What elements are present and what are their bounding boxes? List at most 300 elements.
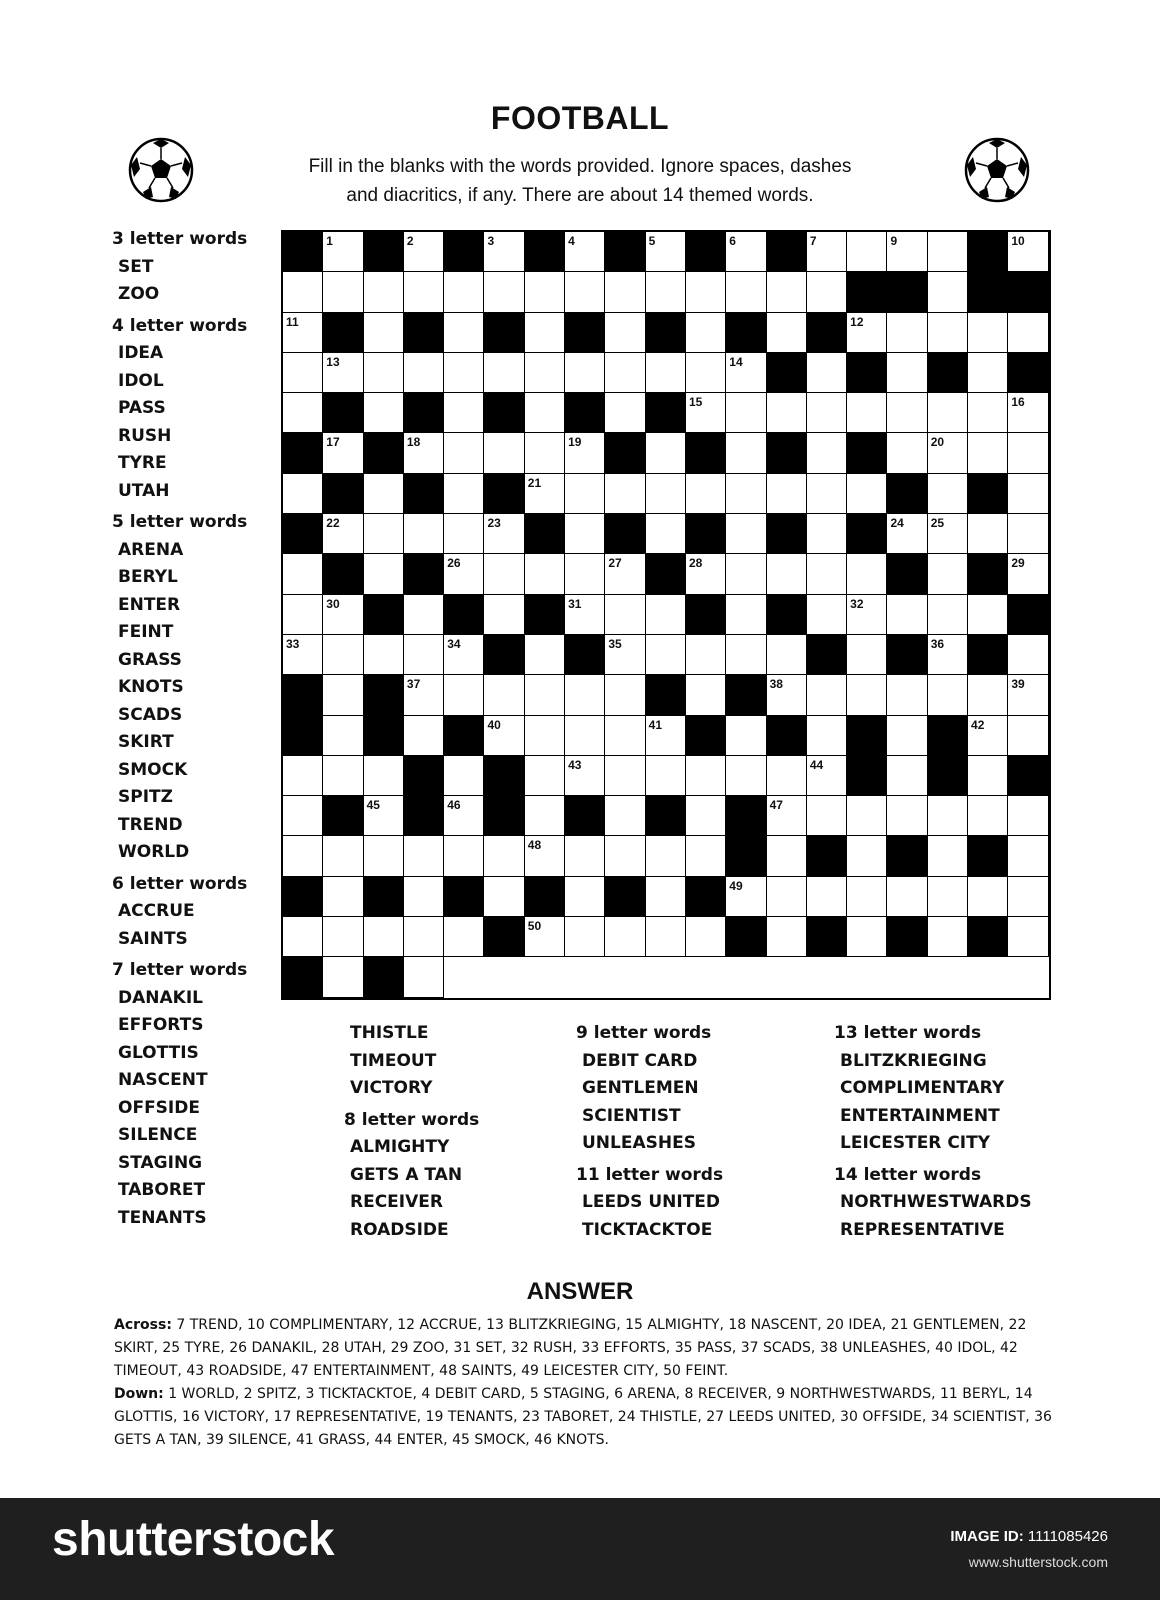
grid-cell[interactable] [726, 716, 766, 756]
word-list-column [344, 1020, 480, 1244]
clue-number: 21 [527, 475, 542, 490]
grid-cell[interactable] [1008, 313, 1048, 353]
grid-cell[interactable] [646, 514, 686, 554]
grid-cell[interactable] [807, 595, 847, 635]
grid-cell[interactable] [807, 272, 847, 312]
grid-cell[interactable] [887, 716, 927, 756]
grid-cell[interactable] [887, 393, 927, 433]
grid-cell[interactable] [686, 836, 726, 876]
grid-cell[interactable] [283, 313, 323, 353]
grid-cell[interactable] [404, 433, 444, 473]
grid-cell[interactable] [364, 917, 404, 957]
grid-cell[interactable] [767, 675, 807, 715]
word-item: SCIENTIST [582, 1105, 681, 1126]
grid-cell[interactable] [565, 272, 605, 312]
grid-cell[interactable] [364, 756, 404, 796]
grid-cell[interactable] [887, 433, 927, 473]
grid-cell[interactable] [525, 554, 565, 594]
grid-cell[interactable] [646, 433, 686, 473]
grid-cell[interactable] [807, 232, 847, 272]
clue-number: 47 [769, 798, 783, 813]
grid-cell[interactable] [364, 635, 404, 675]
grid-cell[interactable] [726, 756, 766, 796]
grid-cell[interactable] [968, 313, 1008, 353]
grid-cell[interactable] [1008, 393, 1048, 433]
black-cell [887, 272, 927, 312]
instructions-line: Fill in the blanks with the words provided. Ignore spaces, dashes [308, 156, 852, 177]
grid-cell[interactable] [686, 474, 726, 514]
grid-cell[interactable] [444, 675, 484, 715]
grid-cell[interactable] [807, 877, 847, 917]
grid-cell[interactable] [444, 836, 484, 876]
word-item: IDEA [118, 343, 164, 363]
grid-cell[interactable] [525, 474, 565, 514]
grid-cell[interactable] [847, 917, 887, 957]
grid-cell[interactable] [404, 836, 444, 876]
grid-cell[interactable] [404, 595, 444, 635]
grid-cell[interactable] [646, 836, 686, 876]
clue-number: 27 [608, 556, 622, 571]
word-item: GETS A TAN [350, 1164, 463, 1185]
grid-cell[interactable] [525, 716, 565, 756]
grid-cell[interactable] [1008, 635, 1048, 675]
grid-cell[interactable] [444, 514, 484, 554]
grid-cell[interactable] [484, 716, 524, 756]
grid-cell[interactable] [323, 514, 363, 554]
grid-cell[interactable] [364, 272, 404, 312]
black-cell [968, 635, 1008, 675]
grid-cell[interactable] [887, 232, 927, 272]
grid-cell[interactable] [444, 433, 484, 473]
grid-cell[interactable] [605, 675, 645, 715]
black-cell [928, 756, 968, 796]
grid-cell[interactable] [646, 716, 686, 756]
grid-cell[interactable] [847, 635, 887, 675]
grid-cell[interactable] [686, 635, 726, 675]
grid-cell[interactable] [928, 635, 968, 675]
grid-cell[interactable] [726, 272, 766, 312]
image-id-value: 1111085426 [1027, 1528, 1108, 1545]
grid-cell[interactable] [364, 836, 404, 876]
grid-cell[interactable] [686, 796, 726, 836]
grid-cell[interactable] [565, 716, 605, 756]
grid-cell[interactable] [686, 272, 726, 312]
grid-cell[interactable] [887, 877, 927, 917]
grid-cell[interactable] [1008, 514, 1048, 554]
grid-cell[interactable] [807, 554, 847, 594]
grid-cell[interactable] [807, 514, 847, 554]
grid-cell[interactable] [928, 917, 968, 957]
black-cell [767, 595, 807, 635]
grid-cell[interactable] [928, 595, 968, 635]
grid-cell[interactable] [928, 796, 968, 836]
grid-cell[interactable] [283, 836, 323, 876]
grid-cell[interactable] [928, 836, 968, 876]
grid-cell[interactable] [444, 353, 484, 393]
grid-cell[interactable] [323, 595, 363, 635]
grid-cell[interactable] [605, 393, 645, 433]
grid-cell[interactable] [928, 272, 968, 312]
grid-cell[interactable] [887, 595, 927, 635]
clue-number: 7 [809, 234, 817, 248]
grid-cell[interactable] [767, 796, 807, 836]
black-cell [726, 796, 766, 836]
grid-cell[interactable] [807, 433, 847, 473]
grid-cell[interactable] [847, 877, 887, 917]
grid-cell[interactable] [444, 393, 484, 433]
grid-cell[interactable] [525, 353, 565, 393]
word-item: NORTHWESTWARDS [840, 1192, 1032, 1212]
grid-cell[interactable] [928, 313, 968, 353]
grid-cell[interactable] [726, 514, 766, 554]
grid-cell[interactable] [565, 554, 605, 594]
grid-cell[interactable] [646, 353, 686, 393]
grid-cell[interactable] [767, 554, 807, 594]
grid-cell[interactable] [726, 474, 766, 514]
grid-cell[interactable] [1008, 716, 1048, 756]
grid-cell[interactable] [605, 796, 645, 836]
grid-cell[interactable] [726, 554, 766, 594]
grid-cell[interactable] [1008, 836, 1048, 876]
grid-cell[interactable] [525, 675, 565, 715]
grid-cell[interactable] [605, 836, 645, 876]
grid-cell[interactable] [887, 796, 927, 836]
grid-cell[interactable] [525, 272, 565, 312]
grid-cell[interactable] [968, 716, 1008, 756]
grid-cell[interactable] [847, 474, 887, 514]
grid-cell[interactable] [887, 756, 927, 796]
grid-cell[interactable] [404, 917, 444, 957]
black-cell [807, 917, 847, 957]
grid-cell[interactable] [525, 313, 565, 353]
grid-cell[interactable] [767, 313, 807, 353]
grid-cell[interactable] [323, 353, 363, 393]
grid-cell[interactable] [928, 433, 968, 473]
grid-cell[interactable] [887, 514, 927, 554]
grid-cell[interactable] [807, 675, 847, 715]
grid-cell[interactable] [847, 393, 887, 433]
grid-cell[interactable] [847, 313, 887, 353]
grid-cell[interactable] [928, 675, 968, 715]
grid-cell[interactable] [444, 756, 484, 796]
grid-cell[interactable] [605, 474, 645, 514]
grid-cell[interactable] [283, 474, 323, 514]
word-group-heading: 13 letter words [834, 1023, 982, 1043]
grid-cell[interactable] [404, 957, 444, 997]
grid-cell[interactable] [887, 313, 927, 353]
grid-cell[interactable] [283, 272, 323, 312]
grid-cell[interactable] [887, 675, 927, 715]
black-cell [404, 393, 444, 433]
grid-cell[interactable] [404, 514, 444, 554]
grid-cell[interactable] [444, 635, 484, 675]
word-group-heading: 8 letter words [344, 1109, 480, 1130]
crossword-grid [281, 230, 1051, 1000]
word-item: LEICESTER CITY [840, 1133, 991, 1153]
grid-cell[interactable] [605, 756, 645, 796]
grid-cell[interactable] [323, 272, 363, 312]
grid-cell[interactable] [484, 595, 524, 635]
grid-cell[interactable] [323, 957, 363, 997]
grid-cell[interactable] [283, 917, 323, 957]
black-cell [686, 877, 726, 917]
grid-cell[interactable] [847, 595, 887, 635]
grid-cell[interactable] [565, 675, 605, 715]
clue-number: 29 [1011, 556, 1025, 571]
grid-cell[interactable] [565, 917, 605, 957]
grid-cell[interactable] [968, 756, 1008, 796]
grid-cell[interactable] [404, 635, 444, 675]
grid-cell[interactable] [928, 232, 968, 272]
grid-cell[interactable] [686, 313, 726, 353]
grid-cell[interactable] [605, 353, 645, 393]
grid-cell[interactable] [323, 756, 363, 796]
black-cell [404, 554, 444, 594]
soccer-ball-icon [128, 137, 194, 203]
grid-cell[interactable] [686, 675, 726, 715]
black-cell [283, 675, 323, 715]
grid-cell[interactable] [283, 554, 323, 594]
grid-cell[interactable] [686, 756, 726, 796]
grid-cell[interactable] [686, 554, 726, 594]
black-cell [767, 716, 807, 756]
grid-cell[interactable] [484, 836, 524, 876]
grid-cell[interactable] [283, 796, 323, 836]
grid-cell[interactable] [807, 474, 847, 514]
grid-cell[interactable] [1008, 877, 1048, 917]
grid-cell[interactable] [323, 433, 363, 473]
grid-cell[interactable] [525, 917, 565, 957]
grid-cell[interactable] [686, 353, 726, 393]
clue-number: 2 [406, 234, 414, 248]
grid-cell[interactable] [323, 232, 363, 272]
black-cell [686, 514, 726, 554]
grid-cell[interactable] [646, 756, 686, 796]
word-group-heading: 7 letter words [112, 960, 248, 980]
grid-cell[interactable] [646, 272, 686, 312]
grid-cell[interactable] [323, 716, 363, 756]
grid-cell[interactable] [404, 232, 444, 272]
clue-number: 28 [688, 556, 703, 571]
grid-cell[interactable] [767, 917, 807, 957]
grid-cell[interactable] [767, 877, 807, 917]
grid-cell[interactable] [1008, 433, 1048, 473]
grid-cell[interactable] [807, 756, 847, 796]
black-cell [968, 474, 1008, 514]
grid-cell[interactable] [968, 877, 1008, 917]
grid-cell[interactable] [525, 635, 565, 675]
grid-cell[interactable] [968, 433, 1008, 473]
grid-cell[interactable] [726, 877, 766, 917]
grid-cell[interactable] [726, 635, 766, 675]
grid-cell[interactable] [484, 675, 524, 715]
grid-cell[interactable] [565, 353, 605, 393]
grid-cell[interactable] [968, 675, 1008, 715]
grid-cell[interactable] [1008, 232, 1048, 272]
grid-cell[interactable] [404, 675, 444, 715]
black-cell [686, 716, 726, 756]
grid-cell[interactable] [525, 756, 565, 796]
grid-cell[interactable] [928, 474, 968, 514]
grid-cell[interactable] [605, 635, 645, 675]
black-cell [807, 635, 847, 675]
grid-cell[interactable] [1008, 675, 1048, 715]
grid-cell[interactable] [807, 796, 847, 836]
grid-cell[interactable] [968, 393, 1008, 433]
grid-cell[interactable] [605, 313, 645, 353]
grid-cell[interactable] [1008, 474, 1048, 514]
grid-cell[interactable] [484, 353, 524, 393]
grid-cell[interactable] [484, 433, 524, 473]
grid-cell[interactable] [686, 393, 726, 433]
grid-cell[interactable] [283, 635, 323, 675]
grid-cell[interactable] [726, 232, 766, 272]
grid-cell[interactable] [605, 272, 645, 312]
word-list-column [112, 226, 248, 1232]
grid-cell[interactable] [404, 353, 444, 393]
grid-cell[interactable] [847, 836, 887, 876]
grid-cell[interactable] [646, 917, 686, 957]
black-cell [605, 232, 645, 272]
grid-cell[interactable] [807, 393, 847, 433]
grid-cell[interactable] [767, 393, 807, 433]
grid-cell[interactable] [323, 836, 363, 876]
grid-cell[interactable] [404, 877, 444, 917]
grid-cell[interactable] [1008, 917, 1048, 957]
grid-cell[interactable] [767, 272, 807, 312]
grid-cell[interactable] [726, 595, 766, 635]
clue-number: 50 [527, 919, 542, 934]
word-item: ALMIGHTY [350, 1137, 450, 1157]
grid-cell[interactable] [928, 514, 968, 554]
black-cell [565, 313, 605, 353]
grid-cell[interactable] [605, 554, 645, 594]
grid-cell[interactable] [968, 796, 1008, 836]
grid-cell[interactable] [444, 474, 484, 514]
grid-cell[interactable] [323, 635, 363, 675]
grid-cell[interactable] [646, 232, 686, 272]
word-item: SCADS [118, 704, 183, 725]
grid-cell[interactable] [807, 353, 847, 393]
grid-cell[interactable] [767, 756, 807, 796]
word-item: TREND [118, 814, 183, 835]
grid-cell[interactable] [364, 554, 404, 594]
grid-cell[interactable] [444, 796, 484, 836]
grid-cell[interactable] [605, 716, 645, 756]
grid-cell[interactable] [404, 716, 444, 756]
grid-cell[interactable] [484, 514, 524, 554]
grid-cell[interactable] [364, 796, 404, 836]
grid-cell[interactable] [928, 877, 968, 917]
grid-cell[interactable] [283, 393, 323, 433]
black-cell [484, 474, 524, 514]
grid-cell[interactable] [565, 877, 605, 917]
grid-cell[interactable] [323, 917, 363, 957]
grid-cell[interactable] [767, 836, 807, 876]
grid-cell[interactable] [364, 353, 404, 393]
black-cell [444, 595, 484, 635]
grid-cell[interactable] [565, 474, 605, 514]
grid-cell[interactable] [323, 877, 363, 917]
grid-cell[interactable] [364, 313, 404, 353]
grid-cell[interactable] [726, 353, 766, 393]
grid-cell[interactable] [646, 474, 686, 514]
down-label: Down: [114, 1386, 164, 1402]
grid-cell[interactable] [928, 554, 968, 594]
grid-cell[interactable] [807, 716, 847, 756]
grid-cell[interactable] [968, 353, 1008, 393]
grid-cell[interactable] [444, 272, 484, 312]
grid-cell[interactable] [1008, 554, 1048, 594]
black-cell [887, 474, 927, 514]
grid-cell[interactable] [565, 756, 605, 796]
grid-cell[interactable] [847, 554, 887, 594]
grid-cell[interactable] [968, 514, 1008, 554]
grid-cell[interactable] [525, 796, 565, 836]
grid-cell[interactable] [605, 917, 645, 957]
grid-cell[interactable] [364, 514, 404, 554]
grid-cell[interactable] [605, 595, 645, 635]
grid-cell[interactable] [404, 272, 444, 312]
answer-key [114, 1314, 1074, 1452]
grid-cell[interactable] [565, 595, 605, 635]
word-item: TICKTACKTOE [582, 1219, 713, 1240]
grid-cell[interactable] [767, 474, 807, 514]
grid-cell[interactable] [847, 232, 887, 272]
grid-cell[interactable] [928, 393, 968, 433]
word-list-column [834, 1020, 1032, 1244]
black-cell [847, 756, 887, 796]
grid-cell[interactable] [444, 313, 484, 353]
grid-cell[interactable] [364, 393, 404, 433]
grid-cell[interactable] [364, 474, 404, 514]
grid-cell[interactable] [283, 595, 323, 635]
grid-cell[interactable] [646, 595, 686, 635]
black-cell [364, 433, 404, 473]
grid-cell[interactable] [444, 917, 484, 957]
grid-cell[interactable] [444, 554, 484, 594]
word-item: VICTORY [350, 1078, 433, 1098]
grid-cell[interactable] [726, 393, 766, 433]
grid-cell[interactable] [484, 272, 524, 312]
grid-cell[interactable] [847, 796, 887, 836]
grid-cell[interactable] [1008, 796, 1048, 836]
grid-cell[interactable] [565, 232, 605, 272]
word-item: SKIRT [118, 732, 174, 752]
grid-cell[interactable] [525, 433, 565, 473]
grid-cell[interactable] [283, 353, 323, 393]
grid-cell[interactable] [686, 917, 726, 957]
grid-cell[interactable] [484, 232, 524, 272]
grid-cell[interactable] [323, 675, 363, 715]
grid-cell[interactable] [767, 635, 807, 675]
grid-cell[interactable] [525, 836, 565, 876]
grid-cell[interactable] [283, 756, 323, 796]
grid-cell[interactable] [726, 433, 766, 473]
grid-cell[interactable] [565, 433, 605, 473]
grid-cell[interactable] [525, 393, 565, 433]
grid-cell[interactable] [484, 877, 524, 917]
grid-cell[interactable] [646, 635, 686, 675]
grid-cell[interactable] [565, 836, 605, 876]
grid-cell[interactable] [565, 514, 605, 554]
grid-cell[interactable] [484, 554, 524, 594]
grid-cell[interactable] [968, 595, 1008, 635]
word-group-heading: 11 letter words [576, 1164, 724, 1185]
grid-cell[interactable] [887, 353, 927, 393]
grid-cell[interactable] [847, 675, 887, 715]
grid-cell[interactable] [646, 877, 686, 917]
